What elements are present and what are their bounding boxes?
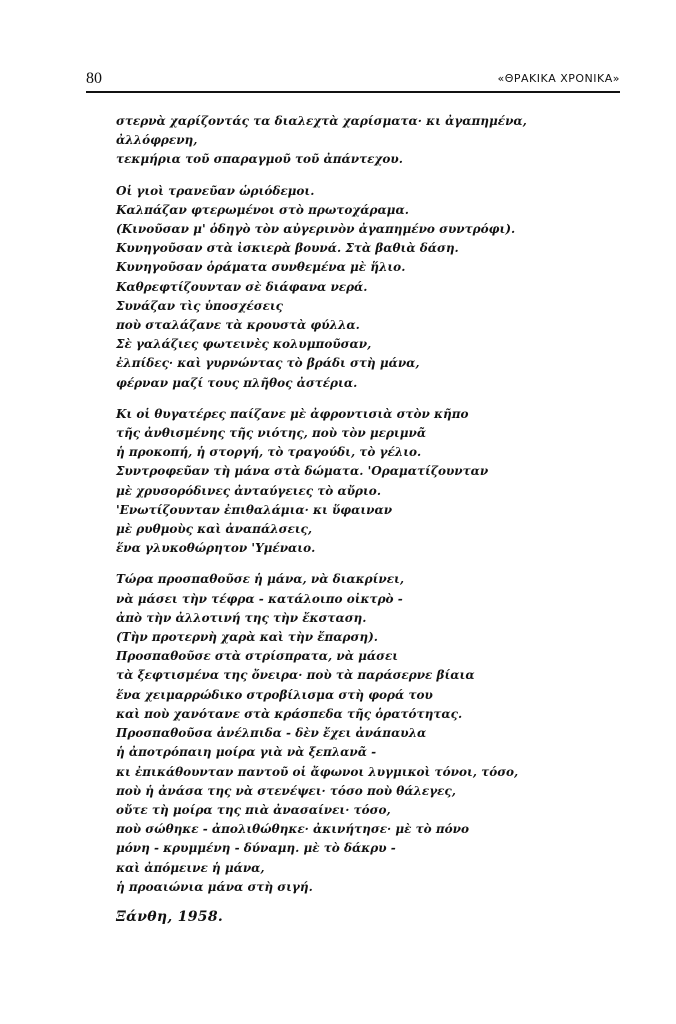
poem-line: κι ἐπικάθουνταν παντοῦ οἱ ἄφωνοι λυγμικοὶ τόνοι, τόσο, (116, 764, 519, 779)
poem-line: οὔτε τὴ μοίρα της πιὰ ἀνασαίνει· τόσο, (116, 802, 391, 817)
place-date-signature: Ξάνθη, 1958. (116, 908, 224, 925)
poem-line: ἕνα χειμαρρώδικο στροβίλισμα στὴ φορά του (116, 687, 433, 702)
stanza (116, 112, 616, 170)
poem-line: ἐλπίδες· καὶ γυρνώντας τὸ βράδι στὴ μάνα, (116, 356, 420, 371)
poem-line: ποὺ σταλάζανε τὰ κρουστὰ φύλλα. (116, 318, 360, 333)
poem-line: ἀλλόφρενη, (116, 133, 198, 148)
poem-line: ἡ ἀποτρόπαιη μοίρα γιὰ νὰ ξεπλανᾶ - (116, 745, 377, 760)
poem-line: Κι οἱ θυγατέρες παίζανε μὲ ἀφροντισιὰ στὸν κῆπο (116, 406, 469, 421)
header-rule (86, 91, 620, 93)
poem-line: ποὺ ἡ ἀνάσα της νὰ στενέψει· τόσο ποὺ θάλεγες, (116, 783, 456, 798)
poem-line: ἀπὸ τὴν ἀλλοτινή της τὴν ἔκσταση. (116, 610, 367, 625)
poem-line: Τώρα προσπαθοῦσε ἡ μάνα, νὰ διακρίνει, (116, 572, 405, 587)
stanza-gap (116, 558, 616, 570)
poem-line: τὰ ξεφτισμένα της ὄνειρα· ποὺ τὰ παράσερνε βίαια (116, 668, 475, 683)
poem-line: (Κινοῦσαν μ' ὁδηγὸ τὸν αὐγερινὸν ἀγαπημένο συντρόφι). (116, 222, 516, 237)
page-header (86, 70, 620, 92)
poem-line: καὶ ἀπόμεινε ἡ μάνα, (116, 860, 265, 875)
poem-line: μὲ χρυσορόδινες ἀνταύγειες τὸ αὔριο. (116, 483, 381, 498)
poem-line: Προσπαθοῦσα ἀνέλπιδα - δὲν ἔχει ἀνάπαυλα (116, 726, 427, 741)
poem-line: ἡ προκοπή, ἡ στοργή, τὸ τραγούδι, τὸ γέλιο. (116, 445, 422, 460)
stanza (116, 570, 616, 896)
poem-line: Συντροφεῦαν τὴ μάνα στὰ δώματα. 'Οραματίζουνταν (116, 464, 489, 479)
stanza-gap (116, 170, 616, 182)
poem-line: Κυνηγοῦσαν στὰ ἰσκιερὰ βουνά. Στὰ βαθιὰ δάση. (116, 241, 459, 256)
poem-line: Προσπαθοῦσε στὰ στρίσπρατα, νὰ μάσει (116, 649, 399, 664)
poem-line: Συνάζαν τὶς ὑποσχέσεις (116, 298, 283, 313)
poem-line: τεκμήρια τοῦ σπαραγμοῦ τοῦ ἀπάντεχου. (116, 152, 403, 167)
stanza-gap (116, 393, 616, 405)
poem-line: στερνὰ χαρίζοντάς τα διαλεχτὰ χαρίσματα· κι ἀγαπημένα, (116, 114, 527, 128)
poem-line: Κυνηγοῦσαν ὁράματα συνθεμένα μὲ ἥλιο. (116, 260, 406, 275)
stanza (116, 405, 616, 559)
poem-line: ποὺ σώθηκε - ἀπολιθώθηκε· ἀκινήτησε· μὲ τὸ πόνο (116, 822, 469, 837)
poem-body (116, 112, 616, 925)
running-title: «ΘΡΑΚΙΚΑ ΧΡΟΝΙΚΑ» (497, 72, 620, 85)
poem-line: φέρναν μαζί τους πλῆθος ἀστέρια. (116, 375, 358, 390)
poem-line: μόνη - κρυμμένη - δύναμη. μὲ τὸ δάκρυ - (116, 841, 396, 856)
poem-line: νὰ μάσει τὴν τέφρα - κατάλοιπο οἰκτρὸ - (116, 591, 403, 606)
poem-line: Οἱ γιοὶ τρανεῦαν ὡριόδεμοι. (116, 183, 315, 198)
poem-line: 'Ενωτίζουνταν ἐπιθαλάμια· κι ὕφαιναν (116, 502, 393, 517)
poem-line: ἕνα γλυκοθώρητον 'Υμέναιο. (116, 541, 316, 556)
poem-line: Καθρεφτίζουνταν σὲ διάφανα νερά. (116, 279, 368, 294)
stanza (116, 182, 616, 393)
poem-stanzas (116, 112, 616, 897)
poem-line: Σὲ γαλάζιες φωτεινὲς κολυμποῦσαν, (116, 337, 372, 352)
poem-line: καὶ ποὺ χανότανε στὰ κράσπεδα τῆς ὁρατότητας. (116, 706, 463, 721)
poem-line: ἡ προαιώνια μάνα στὴ σιγή. (116, 879, 313, 894)
poem-line: τῆς ἀνθισμένης τῆς νιότης, ποὺ τὸν μεριμνᾶ (116, 426, 427, 441)
poem-line: (Τὴν προτερνὴ χαρὰ καὶ τὴν ἔπαρση). (116, 630, 378, 645)
page-number: 80 (86, 70, 102, 87)
poem-line: μὲ ρυθμοὺς καὶ ἀναπάλσεις, (116, 522, 313, 537)
poem-line: Καλπάζαν φτερωμένοι στὸ πρωτοχάραμα. (116, 202, 409, 217)
